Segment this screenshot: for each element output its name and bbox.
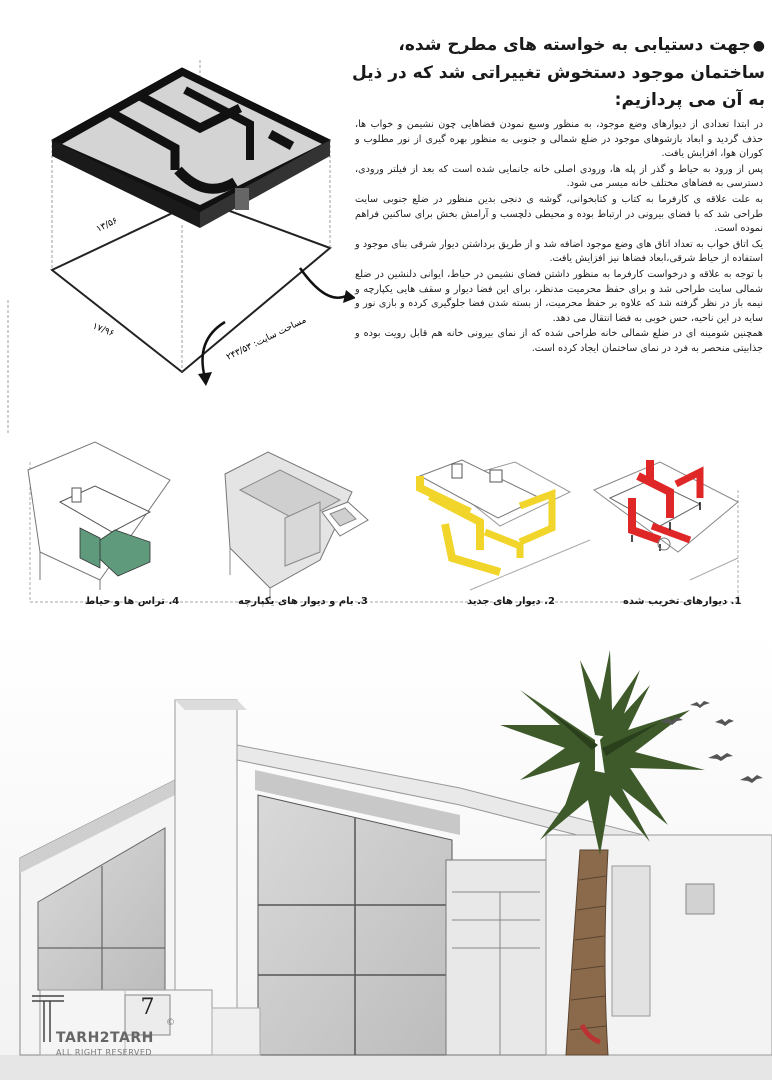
diagram-unified-roof-walls [225,452,368,600]
copyright-symbol: © [166,1018,175,1028]
paragraph-5: با توجه به علاقه و درخواست کارفرما به منظور داشتن فضای نشیمن در حیاط، ایوانی دلنشین در ضلع شمالی سایت طراحی شد و برای حفظ محرمیت مدنظر، برای این فضا دیوار و سقف هایی یکپارچه و نیمه باز در نظر گرفته شد که علاوه بر حفظ محرمیت، از بسته شدن فضا جلوگیری کرده و بازی نور و سایه در این ناحیه، حس خوبی به فضا انتقال می دهد. [355,268,763,324]
isometric-site-diagram [0,0,355,440]
logo-tagline: ALL RIGHT RESERVED [56,1048,153,1057]
dimension-side-b: ۱۷/۹۶ [90,321,116,340]
site-plate [52,200,330,372]
heading [352,32,765,114]
paragraph-6: همچنین شومینه ای در ضلع شمالی خانه طراحی شده که از نمای بیرونی خانه هم قابل رویت بوده و جذابیتی منحصر به فرد در نمای ساختمان ایجاد کرده است. [355,328,763,354]
site-area-label: مساحت سایت: ۲۴۳/۵۳ [224,315,309,363]
heading-line-1: ●جهت دستیابی به خواسته های مطرح شده، [398,35,765,55]
existing-building-model [52,68,330,228]
caption-terrace-yard: 4. تراس ها و حیاط [85,596,180,607]
heading-bullet: ● [752,38,765,54]
heading-line-3: به آن می پردازیم: [614,90,765,110]
caption-new-walls: 2. دیوار های جدید [467,596,555,607]
transformation-diagrams [0,440,772,610]
entrance-frame [446,860,546,1055]
paragraph-4: یک اتاق خواب به تعداد اتاق های وضع موجود اضافه شد و از طریق برداشتن دیوار شرقی بنای موجود و استفاده از حیاط شرقی،ابعاد فضاها نیز افزایش یافت. [355,238,763,265]
page-number: 7 [140,995,155,1020]
curved-arrow-right-icon [300,268,346,298]
heading-line-2: ساختمان موجود دستخوش تغییراتی شد که در ذیل [352,63,765,83]
diagram-demolished-walls [594,460,738,580]
logo [28,990,188,1060]
diagram-new-walls [420,460,590,590]
paragraph-1: در ابتدا تعدادی از دیوارهای وضع موجود، به منظور وسیع نمودن فضاهایی چون نشیمن و خواب ها، حذف گردید و ابعاد بازشوهای موجود در ضلع شمالی و جنوبی به منظور بهره گیری از نور مطلوب و کوران هوا، افزایش یافت. [355,119,763,160]
logo-name: TARH2TARH [56,1030,154,1046]
paragraph-3: به علت علاقه ی کارفرما به کتاب و کتابخوانی، گوشه ی دنجی بدین منظور در ضلع جنوبی سایت طراحی شد که با فضای بیرونی در ارتباط بوده و محیطی دلچسب و آرامش بخش برای ساکنین فراهم نموده است. [355,193,763,235]
dimension-side-a: ۱۳/۵۶ [94,215,120,235]
caption-unified-roof-walls: 3. بام و دیوار های یکپارچه [238,596,368,607]
description-text [355,118,763,358]
curved-arrow-down-icon [203,322,226,378]
diagram-terrace-yard [28,442,170,590]
paragraph-2: پس از ورود به حیاط و گذر از پله ها، ورودی اصلی خانه جانمایی شده است که بعد از فیلتر ورودی، دسترسی به فضاهای مختلف خانه میسر می شود. [355,163,763,190]
caption-demolished-walls: 1. دیوارهای تخریب شده [623,596,742,607]
